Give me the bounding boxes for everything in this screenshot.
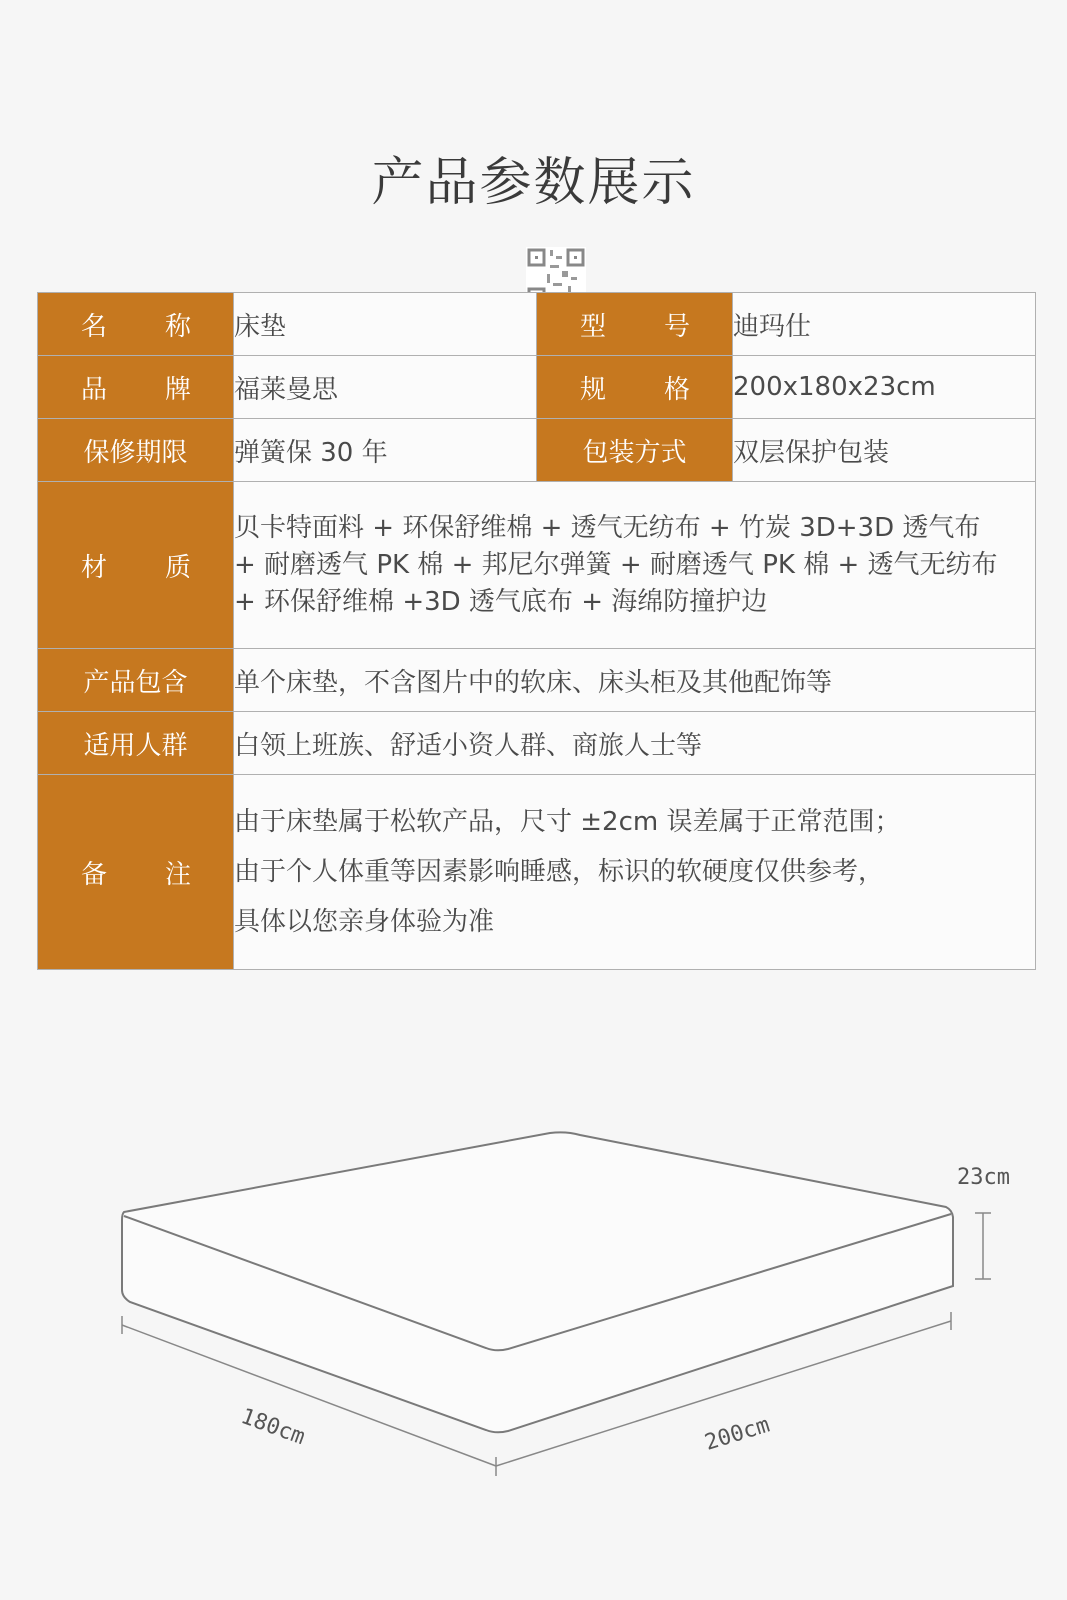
label-brand: 品 牌 — [38, 356, 234, 419]
value-brand: 福莱曼思 — [234, 356, 537, 419]
label-warranty: 保修期限 — [38, 419, 234, 482]
label-includes: 产品包含 — [38, 649, 234, 712]
label-packaging: 包装方式 — [537, 419, 733, 482]
value-packaging: 双层保护包装 — [733, 419, 1036, 482]
height-label: 23cm — [957, 1165, 1010, 1190]
mattress-top-face — [122, 1132, 953, 1432]
table-row — [38, 419, 1036, 482]
table-row — [38, 356, 1036, 419]
value-includes: 单个床垫，不含图片中的软床、床头柜及其他配饰等 — [234, 649, 1036, 712]
value-material — [234, 482, 1036, 649]
mattress-diagram — [0, 1090, 1067, 1510]
value-size: 200x180x23cm — [733, 356, 1036, 419]
value-notes — [234, 775, 1036, 970]
value-model: 迪玛仕 — [733, 293, 1036, 356]
note-line: 由于床垫属于松软产品，尺寸 ±2cm 误差属于正常范围； — [234, 807, 901, 837]
value-name: 床垫 — [234, 293, 537, 356]
label-size: 规 格 — [537, 356, 733, 419]
table-row — [38, 649, 1036, 712]
note-line: 由于个人体重等因素影响睡感，标识的软硬度仅供参考， — [234, 857, 885, 887]
table-row — [38, 482, 1036, 649]
value-audience: 白领上班族、舒适小资人群、商旅人士等 — [234, 712, 1036, 775]
note-line: 具体以您亲身体验为准 — [234, 907, 495, 937]
label-audience: 适用人群 — [38, 712, 234, 775]
label-model: 型 号 — [537, 293, 733, 356]
value-warranty: 弹簧保 30 年 — [234, 419, 537, 482]
material-line: + 环保舒维棉 +3D 透气底布 + 海绵防撞护边 — [234, 586, 768, 617]
label-material: 材 质 — [38, 482, 234, 649]
length-label: 200cm — [702, 1412, 773, 1456]
table-row — [38, 293, 1036, 356]
label-name: 名 称 — [38, 293, 234, 356]
spec-table — [37, 292, 1036, 970]
table-row — [38, 775, 1036, 970]
material-line: + 耐磨透气 PK 棉 + 邦尼尔弹簧 + 耐磨透气 PK 棉 + 透气无纺布 — [234, 549, 998, 580]
width-label: 180cm — [237, 1404, 309, 1451]
material-line: 贝卡特面料 + 环保舒维棉 + 透气无纺布 + 竹炭 3D+3D 透气布 — [234, 512, 981, 543]
label-notes: 备 注 — [38, 775, 234, 970]
page-title: 产品参数展示 — [371, 153, 696, 213]
table-row — [38, 712, 1036, 775]
